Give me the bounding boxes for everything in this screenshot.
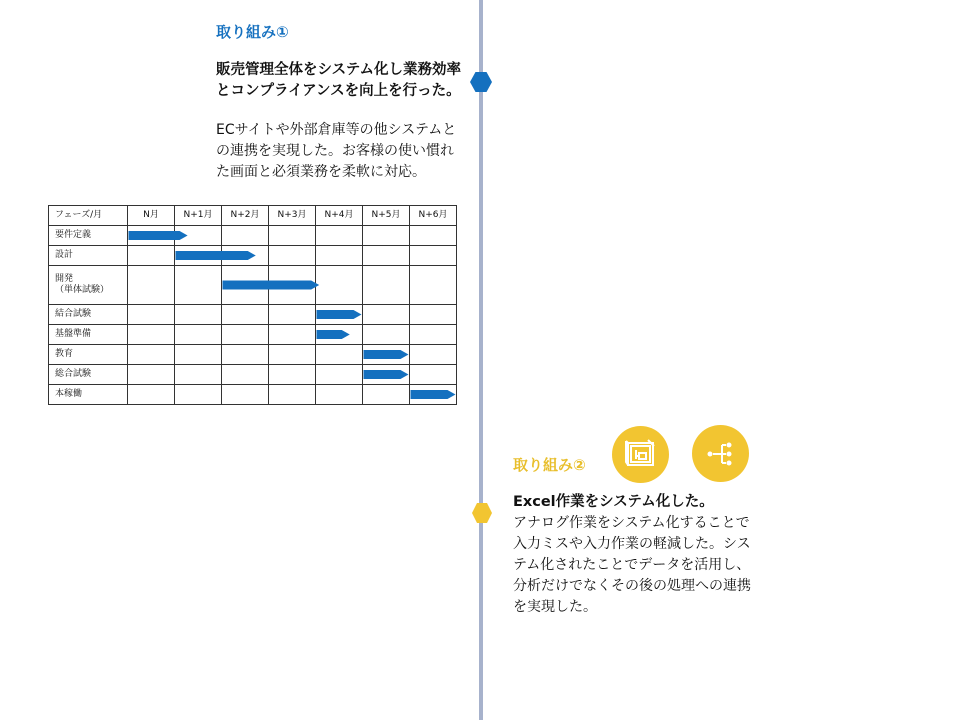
gantt-header-row: [49, 206, 457, 226]
gantt-cell: [128, 345, 175, 365]
gantt-cell: [175, 266, 222, 305]
gantt-cell: [269, 345, 316, 365]
gantt-cell: [363, 385, 410, 405]
gantt-cell: [175, 325, 222, 345]
gantt-row: [49, 385, 457, 405]
gantt-cell: [316, 365, 363, 385]
gantt-month-header: N+1月: [175, 206, 222, 226]
gantt-cell: [128, 385, 175, 405]
blueprint-icon: [612, 426, 669, 483]
gantt-cell: [269, 266, 316, 305]
timeline-marker-2: [472, 503, 492, 523]
gantt-phase-label: 結合試験: [49, 305, 128, 325]
gantt-cell: [316, 325, 363, 345]
initiative-2-description: アナログ作業をシステム化することで入力ミスや入力作業の軽減した。システム化されたことでデータを活用し、分析だけでなくその後の処理への連携を実現した。: [513, 515, 751, 615]
gantt-cell: [410, 385, 457, 405]
gantt-cell: [363, 345, 410, 365]
gantt-cell: [269, 246, 316, 266]
gantt-row: [49, 345, 457, 365]
schedule-gantt-table: [48, 205, 457, 405]
gantt-cell: [269, 305, 316, 325]
gantt-cell: [222, 246, 269, 266]
gantt-cell: [128, 246, 175, 266]
gantt-row: [49, 246, 457, 266]
timeline-line: [479, 0, 483, 720]
gantt-month-header: N月: [128, 206, 175, 226]
gantt-cell: [316, 345, 363, 365]
gantt-cell: [363, 266, 410, 305]
gantt-cell: [410, 226, 457, 246]
gantt-month-header: N+2月: [222, 206, 269, 226]
gantt-phase-label: 教育: [49, 345, 128, 365]
gantt-cell: [128, 365, 175, 385]
gantt-cell: [222, 305, 269, 325]
gantt-month-header: N+3月: [269, 206, 316, 226]
gantt-cell: [175, 385, 222, 405]
initiative-2-title: Excel作業をシステム化した。: [513, 494, 714, 510]
gantt-cell: [128, 305, 175, 325]
gantt-cell: [222, 345, 269, 365]
gantt-header-phase: フェーズ/月: [49, 206, 128, 226]
gantt-month-header: N+4月: [316, 206, 363, 226]
gantt-cell: [410, 325, 457, 345]
gantt-cell: [316, 305, 363, 325]
gantt-cell: [410, 266, 457, 305]
timeline-marker-1: [470, 72, 492, 92]
gantt-cell: [175, 345, 222, 365]
gantt-phase-label: 本稼働: [49, 385, 128, 405]
gantt-month-header: N+6月: [410, 206, 457, 226]
gantt-cell: [363, 365, 410, 385]
gantt-cell: [316, 385, 363, 405]
gantt-cell: [269, 325, 316, 345]
gantt-row: [49, 325, 457, 345]
gantt-cell: [363, 226, 410, 246]
gantt-cell: [128, 325, 175, 345]
gantt-row: [49, 305, 457, 325]
gantt-phase-label: 要件定義: [49, 226, 128, 246]
flowchart-icon: [692, 425, 749, 482]
gantt-cell: [175, 305, 222, 325]
initiative-1-label: 取り組み①: [216, 23, 289, 41]
gantt-cell: [269, 226, 316, 246]
gantt-phase-label: 設計: [49, 246, 128, 266]
gantt-cell: [316, 246, 363, 266]
gantt-row: [49, 365, 457, 385]
gantt-cell: [316, 266, 363, 305]
gantt-row: [49, 266, 457, 305]
gantt-phase-label: 開発 （単体試験）: [49, 266, 128, 305]
gantt-cell: [269, 365, 316, 385]
gantt-row: [49, 226, 457, 246]
gantt-phase-label: 基盤準備: [49, 325, 128, 345]
gantt-cell: [269, 385, 316, 405]
gantt-cell: [128, 266, 175, 305]
gantt-cell: [175, 365, 222, 385]
gantt-cell: [175, 246, 222, 266]
gantt-cell: [363, 325, 410, 345]
initiative-2-label: 取り組み②: [513, 456, 586, 474]
gantt-cell: [222, 385, 269, 405]
gantt-cell: [410, 305, 457, 325]
gantt-cell: [222, 226, 269, 246]
gantt-cell: [363, 246, 410, 266]
gantt-cell: [222, 266, 269, 305]
gantt-cell: [410, 365, 457, 385]
gantt-cell: [175, 226, 222, 246]
gantt-cell: [363, 305, 410, 325]
gantt-cell: [410, 345, 457, 365]
gantt-cell: [128, 226, 175, 246]
initiative-1-title: 販売管理全体をシステム化し業務効率とコンプライアンスを向上を行った。: [216, 62, 462, 99]
gantt-phase-label: 総合試験: [49, 365, 128, 385]
gantt-cell: [222, 365, 269, 385]
gantt-cell: [222, 325, 269, 345]
initiative-1-description: ECサイトや外部倉庫等の他システムとの連携を実現した。お客様の使い慣れた画面と必須業務を柔軟に対応。: [216, 122, 457, 180]
gantt-month-header: N+5月: [363, 206, 410, 226]
gantt-cell: [410, 246, 457, 266]
gantt-cell: [316, 226, 363, 246]
